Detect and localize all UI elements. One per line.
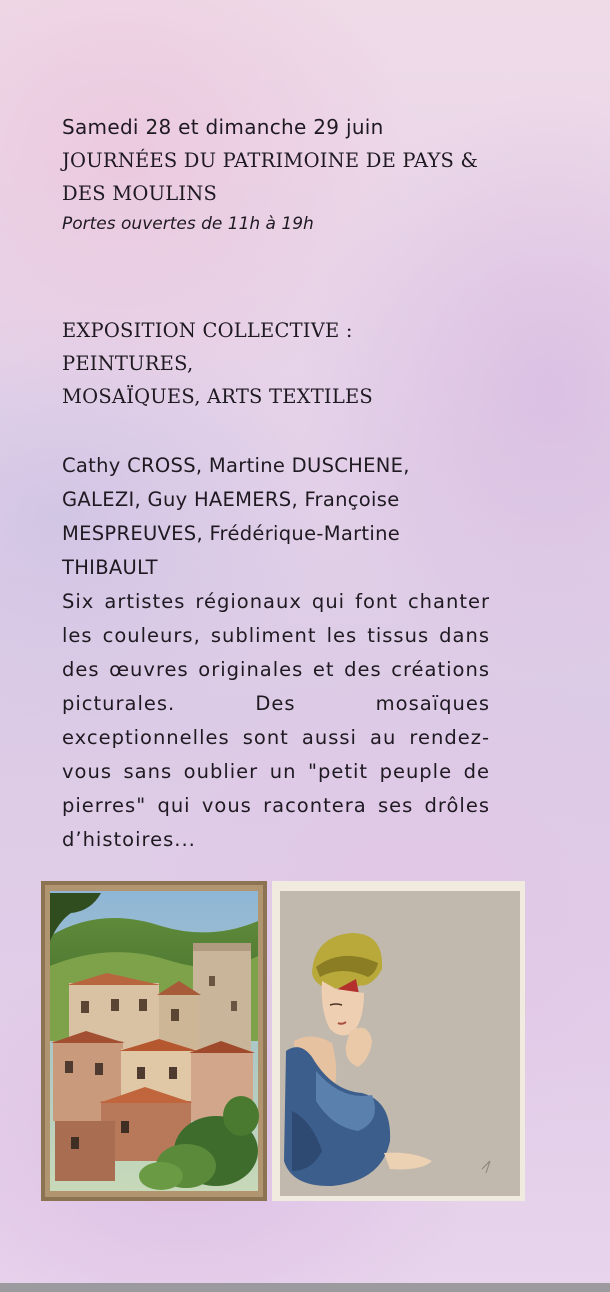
event-title-line-1: JOURNÉES DU PATRIMOINE DE PAYS & bbox=[62, 149, 479, 172]
event-text bbox=[62, 111, 490, 857]
exhibition-title-line-2: MOSAÏQUES, ARTS TEXTILES bbox=[62, 385, 373, 408]
exhibition-description: Six artistes régionaux qui font chanter les couleurs, subliment les tissus dans des œuvres originales et des créations picturales. Des mosaïques exceptionnelles sont aussi au rendez-vous sans oublier un "petit peuple de pierres" qui vous racontera ses drôles d’histoires... bbox=[62, 590, 490, 851]
event-hours: Portes ouvertes de 11h à 19h bbox=[62, 214, 314, 234]
artist-line-4: THIBAULT bbox=[62, 556, 158, 579]
event-title-line-2: DES MOULINS bbox=[62, 182, 218, 205]
artist-line-3: MESPREUVES, Frédérique-Martine bbox=[62, 522, 401, 545]
event-date: Samedi 28 et dimanche 29 juin bbox=[62, 115, 384, 139]
artist-line-1: Cathy CROSS, Martine DUSCHENE, bbox=[62, 454, 410, 477]
exhibition-section bbox=[62, 314, 490, 857]
exhibition-title-line-1: EXPOSITION COLLECTIVE : PEINTURES, bbox=[62, 319, 353, 375]
village-painting bbox=[41, 881, 267, 1201]
artist-line-2: GALEZI, Guy HAEMERS, Françoise bbox=[62, 488, 400, 511]
turban-woman-painting bbox=[272, 881, 525, 1201]
artist-list bbox=[62, 449, 490, 585]
bottom-bar bbox=[0, 1283, 610, 1292]
